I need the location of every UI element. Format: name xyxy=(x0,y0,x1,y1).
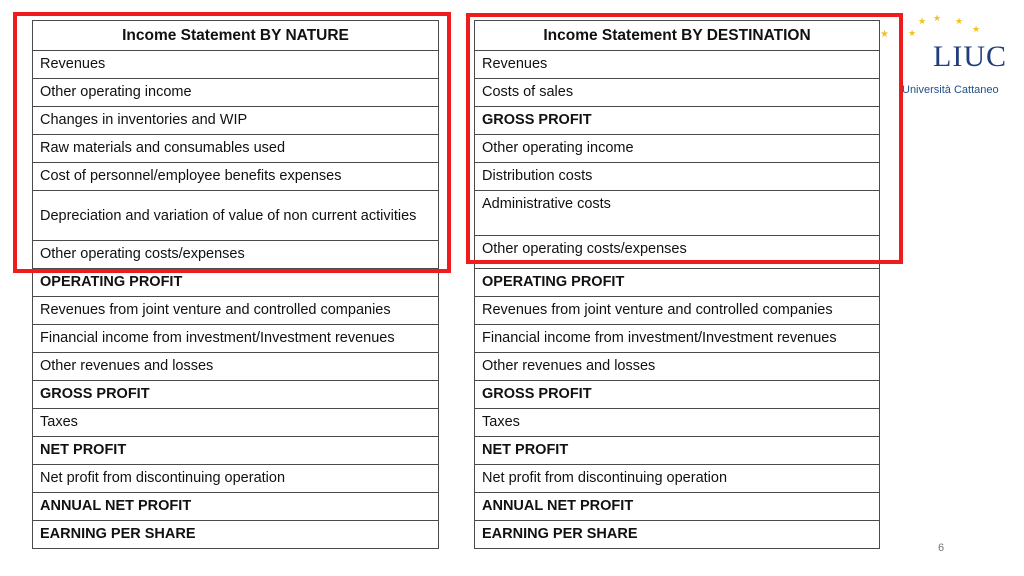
table-row: Revenues xyxy=(475,51,880,79)
table-row: ANNUAL NET PROFIT xyxy=(33,493,439,521)
table-row: Revenues xyxy=(33,51,439,79)
table-row: Other revenues and losses xyxy=(33,353,439,381)
star-icon: ★ xyxy=(880,29,889,40)
table-title: Income Statement BY NATURE xyxy=(33,21,439,51)
page-number: 6 xyxy=(938,542,945,554)
table-row: Other operating costs/expenses xyxy=(33,241,439,269)
table-row: Raw materials and consumables used xyxy=(33,135,439,163)
table-row: ANNUAL NET PROFIT xyxy=(475,493,880,521)
table-row: Other revenues and losses xyxy=(475,353,880,381)
star-icon: ★ xyxy=(933,13,942,23)
table-row: Distribution costs xyxy=(475,163,880,191)
table-row: Cost of personnel/employee benefits expenses xyxy=(33,163,439,191)
logo-subtitle: Università Cattaneo xyxy=(902,84,999,96)
income-statement-by-destination-table xyxy=(474,20,880,549)
table-row: EARNING PER SHARE xyxy=(33,521,439,549)
table-row: Taxes xyxy=(475,409,880,437)
table-row: EARNING PER SHARE xyxy=(475,521,880,549)
table-row: OPERATING PROFIT xyxy=(475,269,880,297)
star-icon: ★ xyxy=(908,28,917,38)
table-row: OPERATING PROFIT xyxy=(33,269,439,297)
liuc-logo: LIUC xyxy=(933,40,1007,73)
table-row: Revenues from joint venture and controlled companies xyxy=(33,297,439,325)
table-row: Other operating income xyxy=(33,79,439,107)
table-row: Depreciation and variation of value of non current activities xyxy=(33,191,439,241)
table-title: Income Statement BY DESTINATION xyxy=(475,21,880,51)
table-row: Net profit from discontinuing operation xyxy=(475,465,880,493)
star-icon: ★ xyxy=(918,16,927,26)
table-row: Other operating income xyxy=(475,135,880,163)
table-row: GROSS PROFIT xyxy=(475,381,880,409)
table-row: Taxes xyxy=(33,409,439,437)
table-row: Financial income from investment/Investment revenues xyxy=(33,325,439,353)
table-row: NET PROFIT xyxy=(33,437,439,465)
table-row: Changes in inventories and WIP xyxy=(33,107,439,135)
table-row: Net profit from discontinuing operation xyxy=(33,465,439,493)
table-row: Revenues from joint venture and controlled companies xyxy=(475,297,880,325)
table-row: GROSS PROFIT xyxy=(475,107,880,135)
table-row: NET PROFIT xyxy=(475,437,880,465)
table-row: GROSS PROFIT xyxy=(33,381,439,409)
star-icon: ★ xyxy=(955,16,964,26)
table-row: Other operating costs/expenses xyxy=(475,236,880,269)
table-row: Administrative costs xyxy=(475,191,880,236)
table-row: Financial income from investment/Investment revenues xyxy=(475,325,880,353)
income-statement-by-nature-table xyxy=(32,20,439,549)
table-row: Costs of sales xyxy=(475,79,880,107)
star-icon: ★ xyxy=(972,24,981,34)
